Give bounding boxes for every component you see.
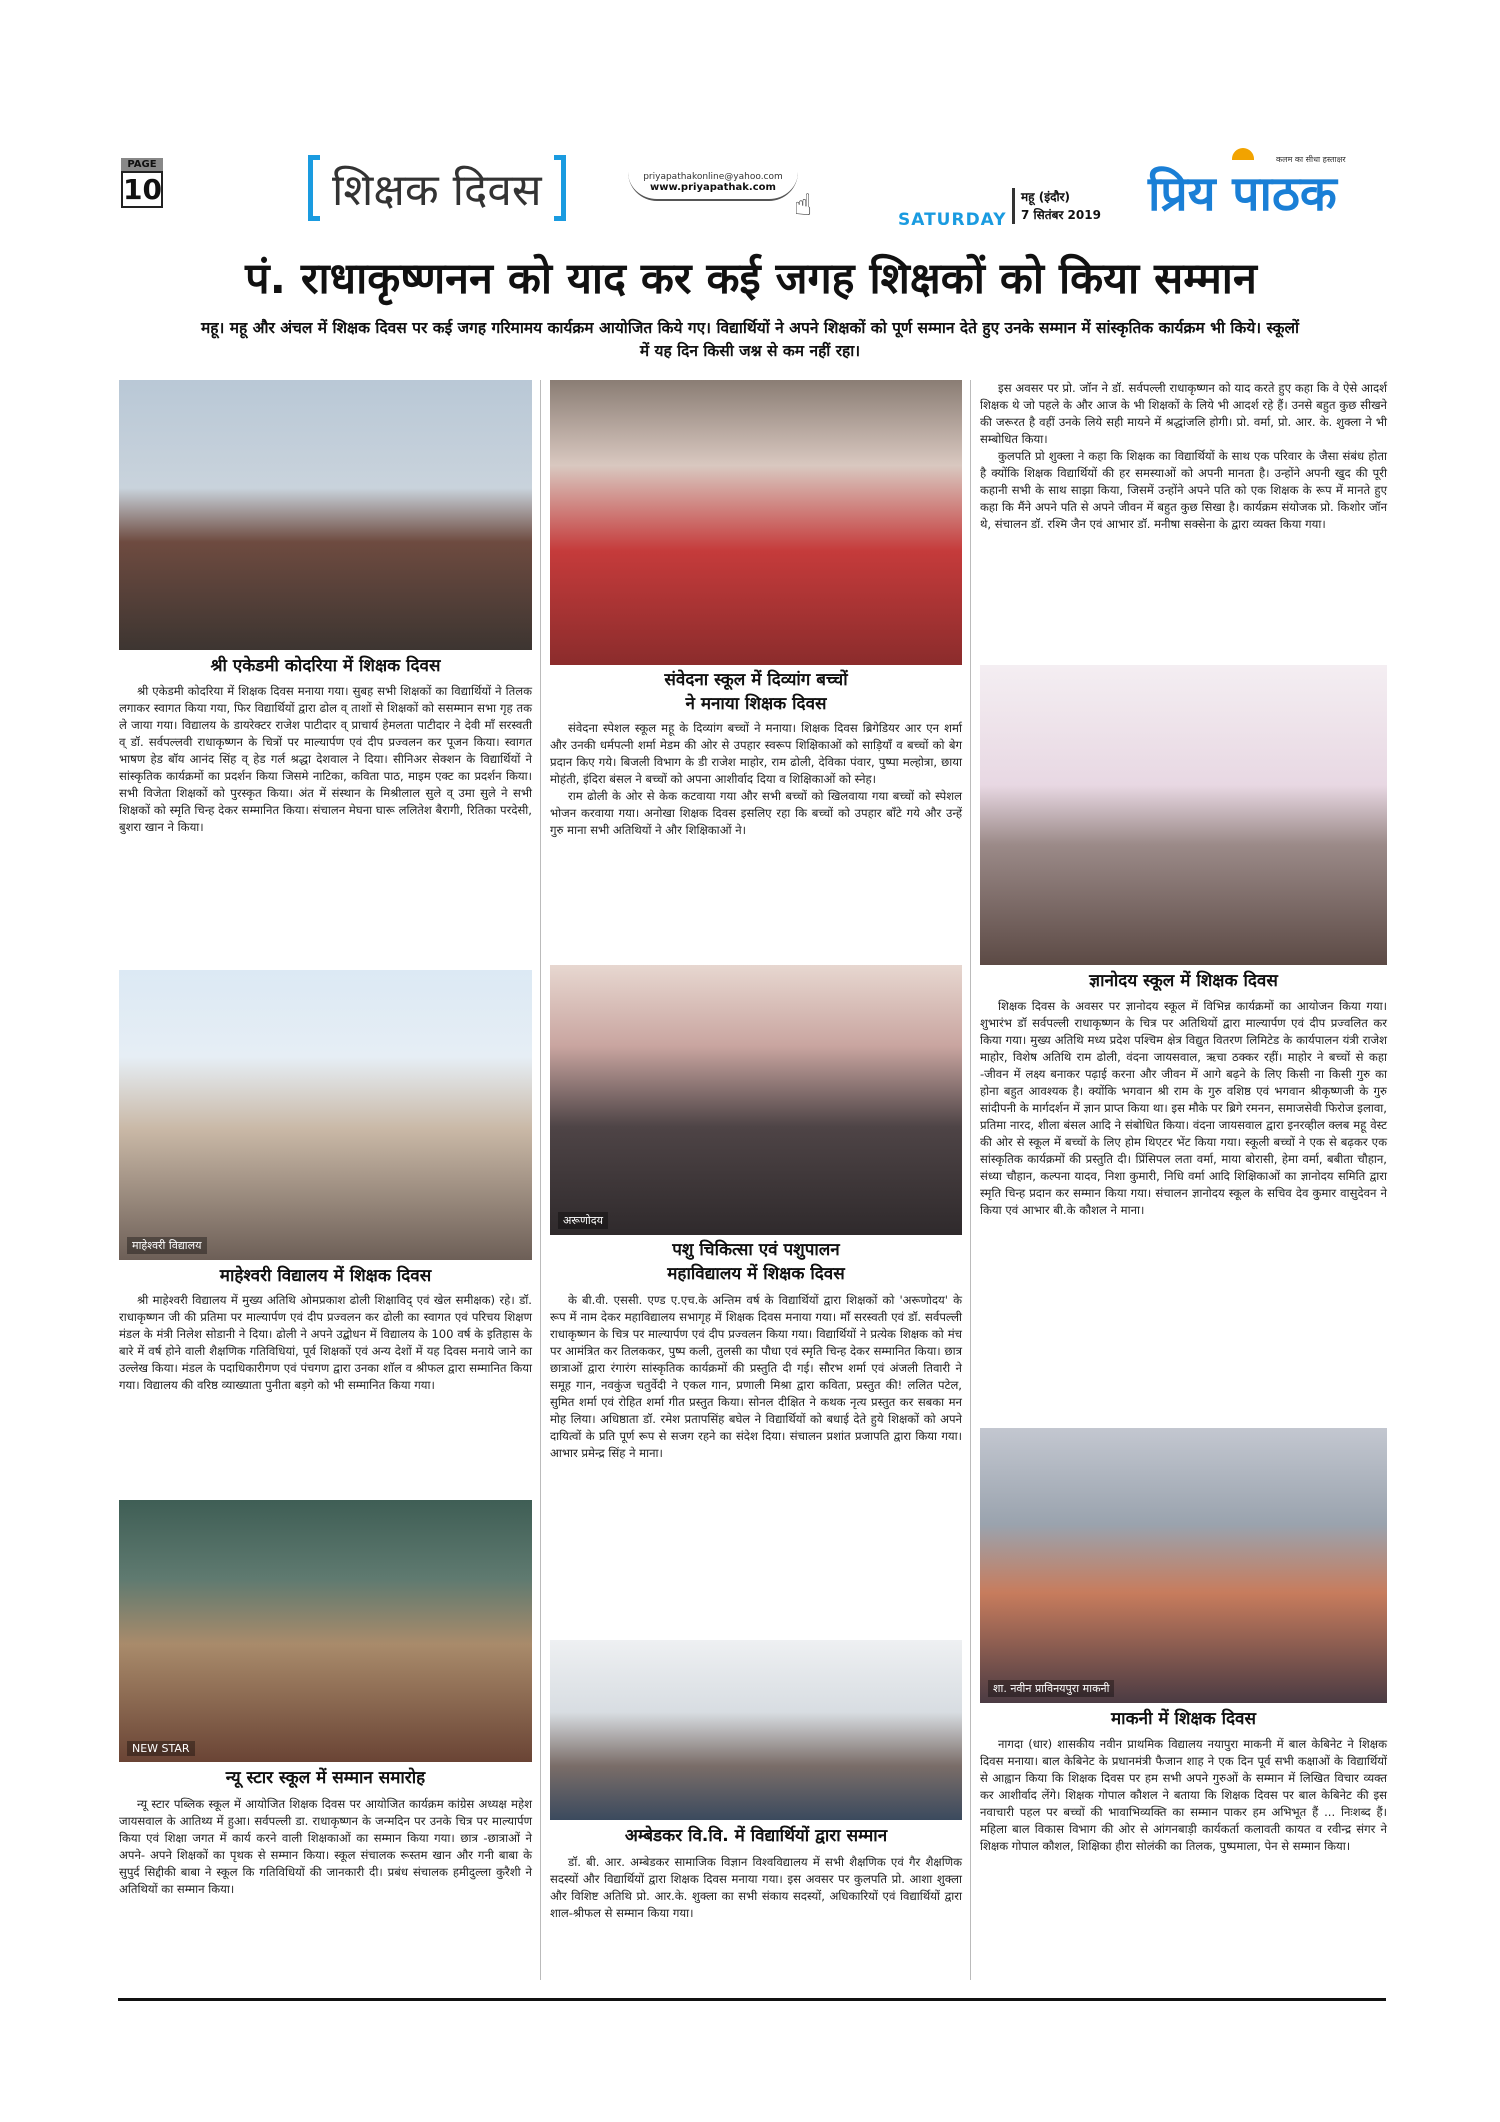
- caption-ambedkar: अम्बेडकर वि.वि. में विद्यार्थियों द्वारा सम्मान: [624, 1826, 888, 1846]
- column-divider: [540, 380, 541, 1980]
- headline-deck: महू। महू और अंचल में शिक्षक दिवस पर कई जगह गरिमामय कार्यक्रम आयोजित किये गए। विद्यार्थियों ने अपने शिक्षकों को पूर्ण सम्मान देते हुए उनके सम्मान में सांस्कृतिक कार्यक्रम भी किये। स्कूलों में यह दिन किसी जश्न से कम नहीं रहा।: [200, 319, 1300, 360]
- story-maheshwari: [119, 1292, 532, 1394]
- page-bottom-rule: [118, 1998, 1386, 2001]
- story-ambedkar: [550, 1854, 962, 1922]
- story-samvedna: [550, 720, 962, 839]
- caption-samvedna: [550, 668, 962, 716]
- photo-ambedkar: [550, 1640, 962, 1820]
- story-right-continuation: [980, 380, 1387, 533]
- photo-sign-text: शा. नवीन प्राविनयपुरा माकनी: [988, 1680, 1114, 1697]
- sun-icon: [1232, 148, 1254, 160]
- photo-new-star: [119, 1500, 532, 1762]
- story-paragraph: नागदा (धार) शासकीय नवीन प्राथमिक विद्यालय नयापुरा माकनी में बाल केबिनेट ने शिक्षक दिवस मनाया। बाल केबिनेट के प्रधानमंत्री फैजान शाह ने एक दिन पूर्व सभी कक्षाओं के विद्यार्थियों से आह्वान किया कि शिक्षक दिवस पर हम सभी अपने गुरुओं के सम्मान में लिखित विचार व्यक्त कर आशीर्वाद लेंगे। शिक्षक गोपाल कौशल ने बताया कि शिक्षक दिवस पर बाल केबिनेट की इस नवाचारी पहल पर बच्चों की भावाभिव्यक्ति का सम्मान पाकर हम अभिभूत हैं ... निःशब्द हैं। महिला बाल विकास विभाग की ओर से आंगनबाड़ी कार्यकर्ता कलावती कायत व रवीन्द्र संगर ने शिक्षक गोपाल कौशल, शिक्षिका हीरा सोलंकी का तिलक, पुष्पमाला, पेन से सम्मान किया।: [980, 1737, 1387, 1853]
- story-paragraph: के बी.वी. एससी. एण्ड ए.एच.के अन्तिम वर्ष के विद्यार्थियों द्वारा शिक्षकों को 'अरूणोदय' के रूप में नाम देकर महाविद्यालय सभागृह में शिक्षक दिवस मनाया गया। माँ सरस्वती एवं डॉ. सर्वपल्ली राधाकृष्णन के चित्र पर माल्यार्पण एवं दीप प्रज्वलन किया गया। विद्यार्थियों ने प्रत्येक शिक्षक को मंच पर आमंत्रित कर तिलककर, पुष्प कली, तुलसी का पौधा एवं स्मृति चिन्ह देकर सम्मानित किया। छात्र छात्राओं द्वारा रंगारंग सांस्कृतिक कार्यक्रमों की प्रस्तुति दी गई। सौरभ शर्मा एवं अंजली तिवारी ने समूह गान, नवकुंज चतुर्वेदी ने एकल गान, प्रणाली मिश्रा द्वारा कविता, प्रस्तुत की! ललित पटेल, सुमित शर्मा एवं रोहित शर्मा गीत प्रस्तुत किया। सोनल दीक्षित ने कथक नृत्य प्रस्तुत कर सबका मन मोह लिया। अधिष्ठाता डॉ. रमेश प्रतापसिंह बघेल ने विद्यार्थियों को बधाई देते हुये शिक्षकों को अपने दायित्वों के प्रति पूर्ण रूप से सजग रहने का संदेश दिया। संचालन प्रशांत प्रजापति द्वारा किया गया।आभार प्रमेन्द्र सिंह ने माना।: [550, 1293, 962, 1460]
- pointing-hand-icon: ☝: [794, 188, 813, 223]
- story-paragraph: शिक्षक दिवस के अवसर पर ज्ञानोदय स्कूल में विभिन्न कार्यक्रमों का आयोजन किया गया। शुभारंभ डॉ सर्वपल्ली राधाकृष्णन के चित्र पर अतिथियों द्वारा माल्यार्पण एवं दीप प्रज्वलित कर किया गया। मुख्य अतिथि मध्य प्रदेश पश्चिम क्षेत्र विद्युत वितरण लिमिटेड के कार्यपालन यंत्री राजेश माहोर, विशेष अतिथि राम ढोली, वंदना जायसवाल, ऋचा ठक्कर रहीं। माहोर ने बच्चों से कहा -जीवन में लक्ष्य बनाकर पढ़ाई करना और जीवन में आगे बढ़ने के लिए किसी ना किसी गुरु का होना बहुत आवश्यक है। क्योंकि भगवान श्री राम के गुरु वशिष्ठ एवं भगवान श्रीकृष्णजी के गुरु सांदीपनी के मार्गदर्शन में ज्ञान प्राप्त किया था। इस मौके पर ब्रिगे रमनन, समाजसेवी फिरोज इलावा, प्रतिमा नारद, शीला बंसल आदि ने संबोधित किया। वंदना जायसवाल द्वारा इनरव्हील क्लब महू वेस्ट की ओर से स्कूल में बच्चों के लिए होम थिएटर भेंट किया गया। स्कूली बच्चों ने एक से बढ़कर एक सांस्कृतिक कार्यक्रमों की प्रस्तुति दी। प्रिंसिपल लता वर्मा, माया बोरासी, हेमा वर्मा, बबीता चौहान, संध्या चौहान, कल्पना यादव, निशा कुमारी, निधि वर्मा आदि शिक्षिकाओं का ज्ञानोदय समिति द्वारा स्मृति चिन्ह प्रदान कर सम्मान किया गया। संचालन ज्ञानोदय स्कूल के सचिव देव कुमार वासुदेवन ने किया एवं आभार बी.के कौशल ने माना।: [980, 999, 1387, 1217]
- caption-line: पशु चिकित्सा एवं पशुपालन: [672, 1240, 840, 1260]
- photo-maheshwari: [119, 970, 532, 1260]
- story-paragraph: राम ढोली के ओर से केक कटवाया गया और सभी बच्चों को खिलवाया गया बच्चों को स्पेशल भोजन करवाया गया। अनोखा शिक्षक दिवस इसलिए रहा कि बच्चों को उपहार बाँटे गये और उन्हें गुरु माना सभी अतिथियों ने और शिक्षिकाओं ने।: [550, 789, 962, 837]
- section-title: शिक्षक दिवस: [332, 165, 542, 216]
- caption-makani: माकनी में शिक्षक दिवस: [1111, 1709, 1256, 1729]
- photo-sign-text: NEW STAR: [127, 1741, 195, 1756]
- brand-name: प्रिय पाठक: [1148, 166, 1337, 222]
- page-number: 10: [123, 173, 162, 206]
- photo-samvedna: [550, 380, 962, 665]
- weekday: SATURDAY: [898, 210, 1007, 230]
- newspaper-logo: [1148, 155, 1346, 225]
- photo-pashu-chikitsa: [550, 965, 962, 1235]
- section-banner: [308, 155, 566, 221]
- brand-tagline: कलम का सीधा हस्ताक्षर: [1276, 155, 1346, 164]
- bracket-right: [554, 155, 566, 221]
- caption-pashu-chikitsa: [550, 1238, 962, 1286]
- story-paragraph: श्री एकेडमी कोदरिया में शिक्षक दिवस मनाया गया। सुबह सभी शिक्षकों का विद्यार्थियों ने तिलक लगाकर स्वागत किया गया, फिर विद्यार्थियों द्वारा ढोल व् ताशों से शिक्षकों को ससम्मान सभा गृह तक ले जाया गया। विद्यालय के डायरेक्टर राजेश पाटीदार व् प्राचार्य हेमलता पाटीदार ने देवी माँ सरस्वती व् डॉ. सर्वपल्लवी राधाकृष्णन के चित्रों पर माल्यार्पण एवं दीप प्रज्वलन कर पूजन किया। स्वागत भाषण हेड बॉय आनंद सिंह व् हेड गर्ल श्रद्धा देशवाल ने दिया। सीनिअर सेक्शन के विद्यार्थियों ने सांस्कृतिक कार्यक्रमों का प्रदर्शन किया जिसमे नाटिका, कविता पाठ, माइम एक्ट का प्रदर्शन किया। सभी विजेता शिक्षकों को पुरस्कृत किया। अंत में संस्थान के मिश्रीलाल सुले व् उमा सुले ने सभी शिक्षकों को स्मृति चिन्ह देकर सम्मानित किया। संचालन मेघना घारू ललितेश बैरागी, रितिका परदेसी, बुशरा खान ने किया।: [119, 684, 532, 834]
- photo-gyanoday: [980, 665, 1387, 965]
- story-paragraph: श्री माहेश्वरी विद्यालय में मुख्य अतिथि ओमप्रकाश ढोली शिक्षाविद् एवं खेल समीक्षक) रहे। डॉ. राधाकृष्णन जी की प्रतिमा पर माल्यार्पण एवं दीप प्रज्वलन कर ढोली का स्वागत एवं परिचय शिक्षण मंडल के मंत्री निलेश सोडानी ने दिया। ढोली ने अपने उद्बोधन में विद्यालय के 100 वर्ष के इतिहास के बारे में वर्ष होने वाली शैक्षणिक गतिविधियां, पूर्व शिक्षकों एवं अन्य देशों में यह दिवस मनाये जाने का उल्लेख किया। मंडल के पदाधिकारीगण एवं पंचगण द्वारा उनका शाॅल व श्रीफल द्वारा सम्मानित किया गया। विद्यालय की वरिष्ठ व्याख्याता पुनीता बड़गे को भी सम्मानित किया गया।: [119, 1293, 532, 1392]
- caption-line: ने मनाया शिक्षक दिवस: [685, 694, 827, 714]
- dateline-place: महू (इंदौर): [1021, 190, 1070, 204]
- contact-website[interactable]: www.priyapathak.com: [650, 182, 776, 193]
- contact-email[interactable]: priyapathakonline@yahoo.com: [643, 172, 783, 182]
- photo-makani: [980, 1428, 1387, 1703]
- caption-new-star: न्यू स्टार स्कूल में सम्मान समारोह: [225, 1768, 426, 1788]
- story-paragraph: कुलपति प्रो शुक्ला ने कहा कि शिक्षक का विद्यार्थियों के साथ एक परिवार के जैसा संबंध होता है क्योंकि शिक्षक विद्यार्थियों की हर समस्याओं को अपनी मानता है। उन्होंने अपनी खुद की पूरी कहानी सभी के साथ साझा किया, जिसमें उन्होंने अपने पति को एक शिक्षक के रूप में मानते हुए कहा कि मैंने अपने पति से अपने जीवन में बहुत कुछ सिखा है। कार्यक्रम संयोजक प्रो. किशोर जॉन थे, संचालन डॉ. रश्मि जैन एवं आभार डॉ. मनीषा सक्सेना के द्वारा व्यक्त किया गया।: [980, 449, 1387, 531]
- photo-sign-text: माहेश्वरी विद्यालय: [127, 1237, 207, 1254]
- page-headline: पं. राधाकृष्णनन को याद कर कई जगह शिक्षकों को किया सम्मान: [245, 254, 1257, 304]
- story-paragraph: न्यू स्टार पब्लिक स्कूल में आयोजित शिक्षक दिवस पर आयोजित कार्यक्रम कांग्रेस अध्यक्ष महेश जायसवाल के आतिथ्य में हुआ। सर्वपल्ली डा. राधाकृष्णन के जन्मदिन पर उनके चित्र पर माल्यार्पण किया एवं शिक्षा जगत में कार्य करने वाली शिक्षकाओं का सम्मान किया गया। छात्र -छात्राओं ने अपने- अपने शिक्षकों का पृथक से सम्मान किया। स्कूल संचालक रूस्तम खान और गनी बाबा के सुपुर्द सिद्दीकी बाबा ने स्कूल कि गतिविधियों की जानकारी दी। प्रबंध संचालक हमीदुल्ला कुरैशी ने अतिथियों का सम्मान किया।: [119, 1797, 532, 1896]
- contact-block: [628, 172, 798, 201]
- story-paragraph: संवेदना स्पेशल स्कूल महू के दिव्यांग बच्चों ने मनाया। शिक्षक दिवस ब्रिगेडियर आर एन शर्मा और उनकी धर्मपत्नी शर्मा मेडम की ओर से उपहार स्वरूप शिक्षिकाओं को साड़ियाँ व बच्चों को बेग प्रदान किए गये। बिजली विभाग के डी राजेश माहोर, राम ढोली, देविका पंवार, पुष्पा मल्होत्रा, छाया मोहंती, इंदिरा बंसल ने बच्चों को अपना आशीर्वाद दिया व शिक्षिकाओं को स्नेह।: [550, 721, 962, 786]
- photo-sign-text: अरूणोदय: [558, 1212, 608, 1229]
- story-makani: [980, 1736, 1387, 1855]
- page-label: PAGE: [121, 158, 163, 171]
- dateline-date: 7 सितंबर 2019: [1021, 208, 1101, 222]
- story-new-star: [119, 1796, 532, 1898]
- caption-maheshwari: माहेश्वरी विद्यालय में शिक्षक दिवस: [219, 1266, 432, 1286]
- story-shri-academy: [119, 683, 532, 836]
- photo-shri-academy: [119, 380, 532, 650]
- dateline: [1012, 188, 1101, 224]
- story-paragraph: डॉ. बी. आर. अम्बेडकर सामाजिक विज्ञान विश्वविद्यालय में सभी शैक्षणिक एवं गैर शैक्षणिक सदस्यों और विद्यार्थियों द्वारा शिक्षक दिवस मनाया गया। इस अवसर पर कुलपति प्रो. आशा शुक्ला और विशिष्ट अतिथि प्रो. आर.के. शुक्ला का सभी संकाय सदस्यों, अधिकारियों एवं विद्यार्थियों द्वारा शाल-श्रीफल से सम्मान किया गया।: [550, 1855, 962, 1920]
- caption-gyanoday: ज्ञानोदय स्कूल में शिक्षक दिवस: [1089, 971, 1278, 991]
- page-number-box: [121, 158, 163, 208]
- bracket-left: [308, 155, 320, 221]
- column-divider: [970, 380, 971, 1980]
- caption-shri-academy: श्री एकेडमी कोदरिया में शिक्षक दिवस: [210, 656, 441, 676]
- story-paragraph: इस अवसर पर प्रो. जॉन ने डॉ. सर्वपल्ली राधाकृष्णन को याद करते हुए कहा कि वे ऐसे आदर्श शिक्षक थे जो पहले के और आज के भी शिक्षकों के लिये भी आदर्श रहे हैं। उनसे बहुत कुछ सीखने की जरूरत है वहीं उनके लिये सही मायने में श्रद्धांजलि होगी। प्रो. वर्मा, प्रो. आर. के. शुक्ला ने भी सम्बोधित किया।: [980, 381, 1387, 446]
- story-gyanoday: [980, 998, 1387, 1219]
- caption-line: संवेदना स्कूल में दिव्यांग बच्चों: [664, 670, 848, 690]
- story-pashu-chikitsa: [550, 1292, 962, 1462]
- caption-line: महाविद्यालय में शिक्षक दिवस: [667, 1264, 845, 1284]
